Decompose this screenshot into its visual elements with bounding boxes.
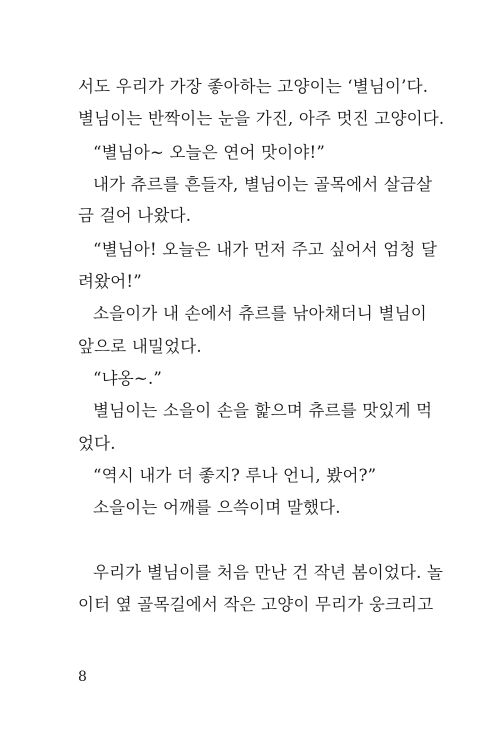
text-line: 서도 우리가 가장 좋아하는 고양이는 ‘별님이’다.: [78, 77, 429, 96]
text-line: 별님이는 소을이 손을 핥으며 츄르를 맛있게 먹: [93, 401, 433, 420]
text-line: 소을이는 어깨를 으쓱이며 말했다.: [93, 498, 341, 517]
text-line: 내가 츄르를 흔들자, 별님이는 골목에서 살금살: [93, 175, 433, 194]
text-line: 별님이는 반짝이는 눈을 가진, 아주 멋진 고양이다.: [78, 109, 445, 128]
text-line: 우리가 별님이를 처음 만난 건 작년 봄이었다. 놀: [93, 563, 444, 582]
text-line: 소을이가 내 손에서 츄르를 낚아채더니 별님이: [93, 304, 427, 323]
text-line: 려왔어!”: [78, 272, 142, 291]
text-line: “별님아~ 오늘은 연어 맛이야!”: [93, 143, 325, 162]
text-line: 이터 옆 골목길에서 작은 고양이 무리가 웅크리고: [78, 595, 434, 614]
text-line: “냐옹~.”: [93, 369, 163, 388]
text-line: 었다.: [78, 434, 116, 453]
text-line: 금 걸어 나왔다.: [78, 206, 192, 225]
text-line: 앞으로 내밀었다.: [78, 337, 202, 356]
text-line: “역시 내가 더 좋지? 루나 언니, 봤어?”: [93, 466, 377, 485]
page-number: 8: [78, 669, 87, 685]
text-line: “별님아! 오늘은 내가 먼저 주고 싶어서 엄청 달: [93, 240, 438, 259]
